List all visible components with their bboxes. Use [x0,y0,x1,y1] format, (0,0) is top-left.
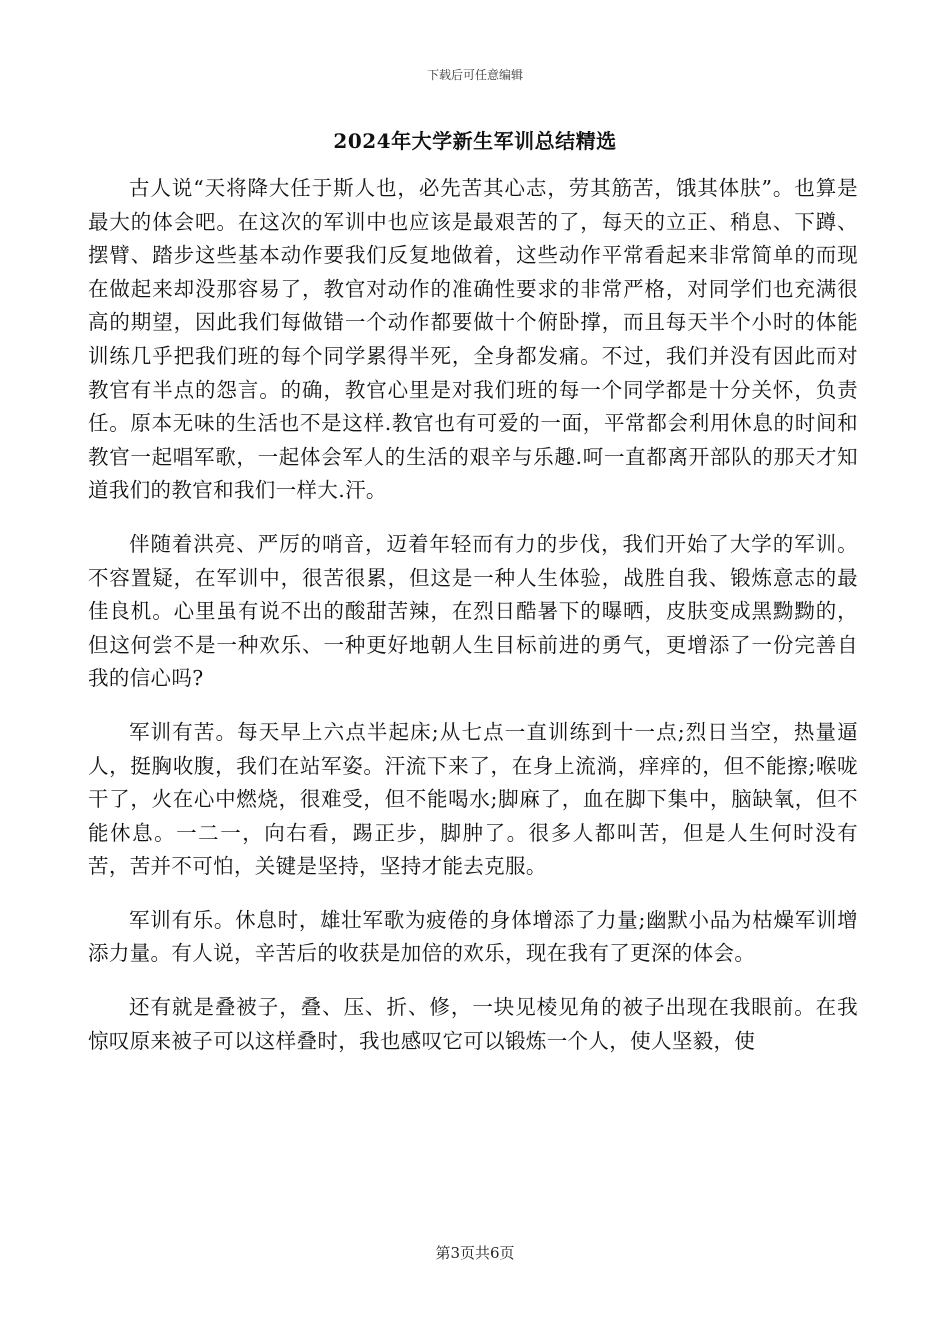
document-body [88,172,858,1078]
paragraph-1: 古人说“天将降大任于斯人也，必先苦其心志，劳其筋苦，饿其体肤”。也算是最大的体会吧。在这次的军训中也应该是最艰苦的了，每天的立正、稍息、下蹲、摆臂、踏步这些基本动作要我们反复地做着，这些动作平常看起来非常简单的而现在做起来却没那容易了，教官对动作的准确性要求的非常严格，对同学们也充满很高的期望，因此我们每做错一个动作都要做十个俯卧撑，而且每天半个小时的体能训练几乎把我们班的每个同学累得半死，全身都发痛。不过，我们并没有因此而对教官有半点的怨言。的确，教官心里是对我们班的每一个同学都是十分关怀，负责任。原本无味的生活也不是这样.教官也有可爱的一面，平常都会利用休息的时间和教官一起唱军歌，一起体会军人的生活的艰辛与乐趣.呵一直都离开部队的那天才知道我们的教官和我们一样大.汗。 [88,176,858,503]
header-note: 下载后可任意编辑 [426,68,523,82]
paragraph-3: 军训有苦。每天早上六点半起床;从七点一直训练到十一点;烈日当空，热量逼人，挺胸收腹，我们在站军姿。汗流下来了，在身上流淌，痒痒的，但不能擦;喉咙干了，火在心中燃烧，很难受，但不能喝水;脚麻了，血在脚下集中，脑缺氧，但不能休息。一二一，向右看，踢正步，脚肿了。很多人都叫苦，但是人生何时没有苦，苦并不可怕，关键是坚持，坚持才能去克服。 [88,719,858,879]
paragraph-4: 军训有乐。休息时，雄壮军歌为疲倦的身体增添了力量;幽默小品为枯燥军训增添力量。有人说，辛苦后的收获是加倍的欢乐，现在我有了更深的体会。 [88,907,858,966]
paragraph-5: 还有就是叠被子，叠、压、折、修，一块见棱见角的被子出现在我眼前。在我惊叹原来被子可以这样叠时，我也感叹它可以锻炼一个人，使人坚毅，使 [88,995,858,1053]
document-title: 2024年大学新生军训总结精选 [333,129,617,153]
paragraph-2: 伴随着洪亮、严厉的哨音，迈着年轻而有力的步伐，我们开始了大学的军训。不容置疑，在军训中，很苦很累，但这是一种人生体验，战胜自我、锻炼意志的最佳良机。心里虽有说不出的酸甜苦辣，在烈日酷暑下的曝晒，皮肤变成黑黝黝的，但这何尝不是一种欢乐、一种更好地朝人生目标前进的勇气，更增添了一份完善自我的信心吗? [88,531,858,691]
page-number-footer: 第3页共6页 [435,1244,515,1262]
